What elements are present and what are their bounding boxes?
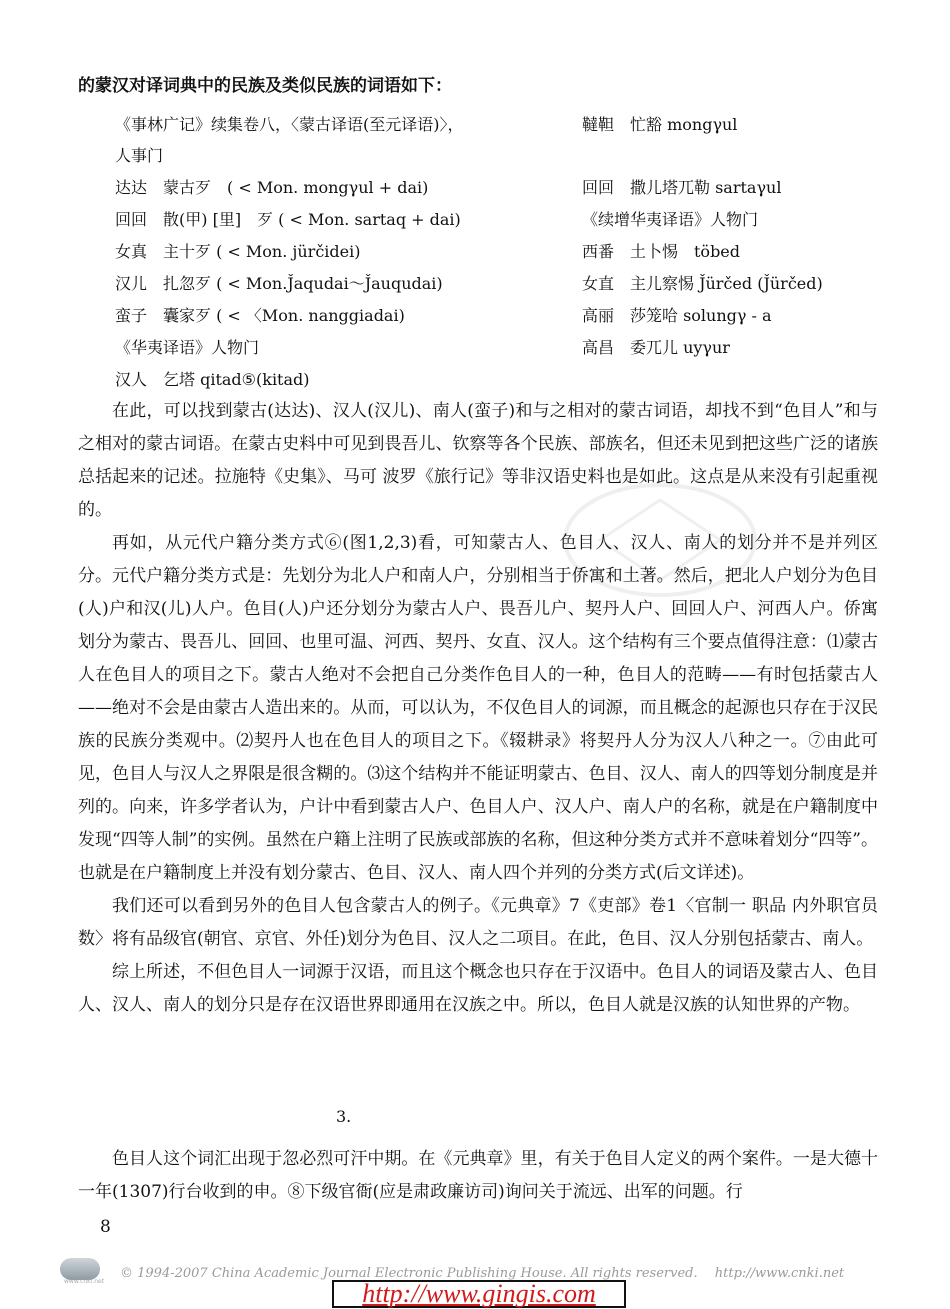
paragraph-2: 再如，从元代户籍分类方式⑥(图1,2,3)看，可知蒙古人、色目人、汉人、南人的划分并不是并列区分。元代户籍分类方式是：先划分为北人户和南人户，分别相当于侨寓和土著。然后，把北人户划分为色目(人)户和汉(儿)人户。色目(人)户还分划分为蒙古人户、畏吾儿户、契丹人户、回回人户、河西人户。侨寓划分为蒙古、畏吾儿、回回、也里可温、河西、契丹、女直、汉人。这个结构有三个要点值得注意：⑴蒙古人在色目人的项目之下。蒙古人绝对不会把自己分类作色目人的一种，色目人的范畴——有时包括蒙古人——绝对不会是由蒙古人造出来的。从而，可以认为，不仅色目人的词源，而且概念的起源也只存在于汉民族的民族分类观中。⑵契丹人也在色目人的项目之下。《辍耕录》将契丹人分为汉人八种之一。⑦由此可见，色目人与汉人之界限是很含糊的。⑶这个结构并不能证明蒙古、色目、汉人、南人的四等划分制度是并列的。向来，许多学者认为，户计中看到蒙古人户、色目人户、汉人户、南人户的名称，就是在户籍制度中发现“四等人制”的实例。虽然在户籍上注明了民族或部族的名称，但这种分类方式并不意味着划分“四等”。也就是在户籍制度上并没有划分蒙古、色目、汉人、南人四个并列的分类方式(后文详述)。 <box>78 533 878 883</box>
vocab-left-5: 汉儿 扎忽歹 ( < Mon.J̌aqudai～J̌auqudai) <box>115 274 443 293</box>
vocab-left-0: 《事林广记》续集卷八，〈蒙古译语(至元译语)〉， <box>115 115 464 134</box>
paragraph-3: 我们还可以看到另外的色目人包含蒙古人的例子。《元典章》7《吏部》卷1〈官制一 职品 内外职官员数〉将有品级官(朝官、京官、外任)划分为色目、汉人之二项目。在此，色目、汉人分别包括蒙古、南人。 <box>78 896 878 949</box>
vocab-left-7: 《华夷译语》人物门 <box>115 338 260 357</box>
vocab-left-4: 女真 主十歹 ( < Mon. jürčidei) <box>115 242 361 261</box>
url-stamp[interactable]: http://www.gingis.com <box>332 1280 626 1308</box>
watermark-icon <box>560 480 760 600</box>
vocab-right-6: 高昌 委兀儿 uyγur <box>582 338 730 357</box>
paragraph-5: 色目人这个词汇出现于忽必烈可汗中期。在《元典章》里，有关于色目人定义的两个案件。一是大德十一年(1307)行台收到的申。⑧下级官衙(应是肃政廉访司)询问关于流远、出军的问题。行 <box>78 1149 878 1202</box>
vocab-left-6: 蛮子 囊家歹 ( < 〈Mon. nanggiadai) <box>115 306 405 325</box>
vocab-left-8: 汉人 乞塔 qitad⑤(kitad) <box>115 370 310 389</box>
paragraph-4: 综上所述，不但色目人一词源于汉语，而且这个概念也只存在于汉语中。色目人的词语及蒙古人、色目人、汉人、南人的划分只是存在汉语世界即通用在汉族之中。所以，色目人就是汉族的认知世界的产物。 <box>78 962 878 1015</box>
vocab-left-3: 回回 散(甲) [里] 歹 ( < Mon. sartaq + dai) <box>115 210 461 229</box>
last-paragraph-block <box>78 1143 878 1209</box>
vocab-right-3: 西番 土卜惕 töbed <box>582 242 741 261</box>
vocab-right-1: 回回 撒儿塔兀勒 sartaγul <box>582 178 782 197</box>
logo-text: www.cnki.net <box>64 1278 105 1285</box>
vocab-left-1: 人事门 <box>115 146 164 165</box>
section-number: 3. <box>336 1107 352 1126</box>
vocab-left-2: 达达 蒙古歹 ( < Mon. mongγul + dai) <box>115 178 429 197</box>
cnki-logo-icon <box>60 1258 100 1280</box>
intro-line: 的蒙汉对译词典中的民族及类似民族的词语如下： <box>78 76 452 96</box>
vocab-right-4: 女直 主儿察惕 J̌ürčed (J̌ürčed) <box>582 274 823 293</box>
vocab-right-5: 高丽 莎笼哈 solungγ - a <box>582 306 772 325</box>
vocab-right-0: 韃靼 忙豁 mongγul <box>582 115 738 134</box>
vocab-right-2: 《续增华夷译语》人物门 <box>582 210 759 229</box>
paragraph-1: 在此，可以找到蒙古(达达)、汉人(汉儿)、南人(蛮子)和与之相对的蒙古词语，却找不到“色目人”和与之相对的蒙古词语。在蒙古史料中可见到畏吾儿、钦察等各个民族、部族名，但还未见到把这些广泛的诸族总括起来的记述。拉施特《史集》、马可 波罗《旅行记》等非汉语史料也是如此。这点是从来没有引起重视的。 <box>78 401 878 520</box>
page-number: 8 <box>100 1217 111 1237</box>
copyright-footer: © 1994-2007 China Academic Journal Electronic Publishing House. All rights reserved. http://www.cnki.net <box>120 1266 845 1281</box>
